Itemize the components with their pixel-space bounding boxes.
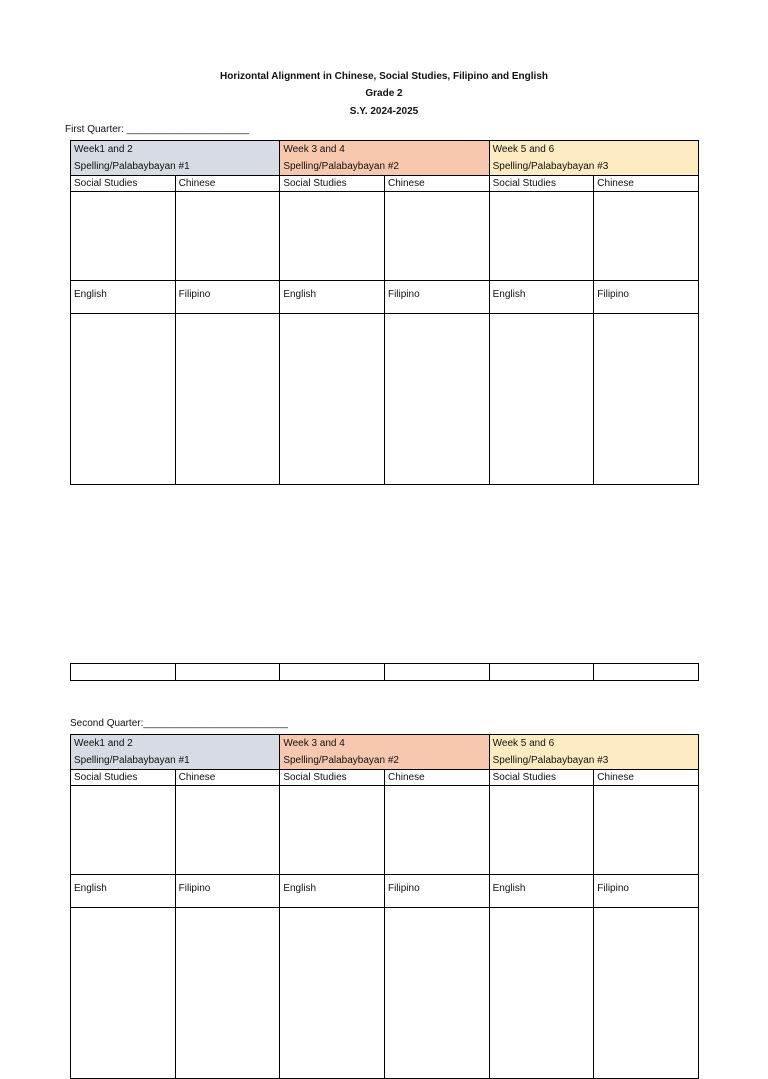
- column-header: Social Studies: [71, 176, 176, 192]
- column-header: Social Studies: [280, 770, 385, 786]
- word-list: [71, 908, 176, 1079]
- word-list: [175, 786, 280, 875]
- blank-cell: [280, 664, 385, 681]
- word-list: [280, 908, 385, 1079]
- column-header: Chinese: [594, 770, 699, 786]
- word-list: [594, 314, 699, 485]
- word-list: [384, 314, 489, 485]
- week-header: [489, 141, 698, 176]
- blank-cell: [594, 664, 699, 681]
- word-list: [594, 908, 699, 1079]
- week-title: Week 5 and 6: [492, 738, 555, 749]
- week-subtitle: Spelling/Palabaybayan #2: [283, 755, 399, 766]
- week-subtitle: Spelling/Palabaybayan #1: [74, 161, 190, 172]
- week-subtitle: Spelling/Palabaybayan #1: [74, 755, 190, 766]
- column-header: Filipino: [175, 875, 280, 908]
- week-header: [71, 735, 280, 770]
- word-list: [594, 786, 699, 875]
- first-quarter-label: First Quarter: ______________________: [65, 124, 250, 135]
- column-header: Social Studies: [489, 770, 594, 786]
- document-title: Horizontal Alignment in Chinese, Social Studies, Filipino and English: [220, 71, 548, 82]
- column-header: English: [71, 875, 176, 908]
- word-list: [280, 314, 385, 485]
- word-list: [594, 192, 699, 281]
- week-title: Week 3 and 4: [283, 144, 345, 155]
- column-header: English: [280, 875, 385, 908]
- week-header: [71, 141, 280, 176]
- column-header: English: [489, 875, 594, 908]
- word-list: [71, 314, 176, 485]
- column-header: Social Studies: [280, 176, 385, 192]
- word-list: [489, 786, 594, 875]
- column-header: Filipino: [175, 281, 280, 314]
- blank-cell: [384, 664, 489, 681]
- blank-cell: [489, 664, 594, 681]
- blank-cell: [71, 664, 176, 681]
- word-list: [384, 908, 489, 1079]
- school-year-label: S.Y. 2024-2025: [349, 106, 419, 117]
- word-list: [71, 192, 176, 281]
- column-header: Chinese: [175, 770, 280, 786]
- week-header: [280, 141, 489, 176]
- word-list: [489, 192, 594, 281]
- week-title: Week 5 and 6: [492, 144, 555, 155]
- column-header: Filipino: [384, 875, 489, 908]
- week-title: Week 3 and 4: [283, 738, 345, 749]
- column-header: Social Studies: [71, 770, 176, 786]
- first-quarter-table: [70, 140, 699, 485]
- second-quarter-table: [70, 734, 699, 1079]
- column-header: Filipino: [384, 281, 489, 314]
- week-subtitle: Spelling/Palabaybayan #3: [492, 755, 609, 766]
- grade-label: Grade 2: [365, 88, 403, 99]
- word-list: [175, 314, 280, 485]
- second-quarter-label: Second Quarter:__________________________: [70, 718, 288, 729]
- column-header: Filipino: [594, 875, 699, 908]
- column-header: Chinese: [594, 176, 699, 192]
- week-header: [280, 735, 489, 770]
- word-list: [384, 192, 489, 281]
- week-subtitle: Spelling/Palabaybayan #2: [283, 161, 399, 172]
- word-list: [175, 908, 280, 1079]
- column-header: Chinese: [175, 176, 280, 192]
- word-list: [489, 314, 594, 485]
- week-subtitle: Spelling/Palabaybayan #3: [492, 161, 609, 172]
- blank-row: [70, 663, 699, 681]
- column-header: Social Studies: [489, 176, 594, 192]
- blank-cell: [175, 664, 280, 681]
- column-header: Filipino: [594, 281, 699, 314]
- column-header: English: [280, 281, 385, 314]
- column-header: Chinese: [384, 770, 489, 786]
- word-list: [280, 786, 385, 875]
- week-header: [489, 735, 698, 770]
- week-title: Week1 and 2: [74, 738, 133, 749]
- column-header: English: [489, 281, 594, 314]
- week-title: Week1 and 2: [74, 144, 133, 155]
- column-header: English: [71, 281, 176, 314]
- word-list: [71, 786, 176, 875]
- word-list: [384, 786, 489, 875]
- column-header: Chinese: [384, 176, 489, 192]
- word-list: [175, 192, 280, 281]
- word-list: [489, 908, 594, 1079]
- word-list: [280, 192, 385, 281]
